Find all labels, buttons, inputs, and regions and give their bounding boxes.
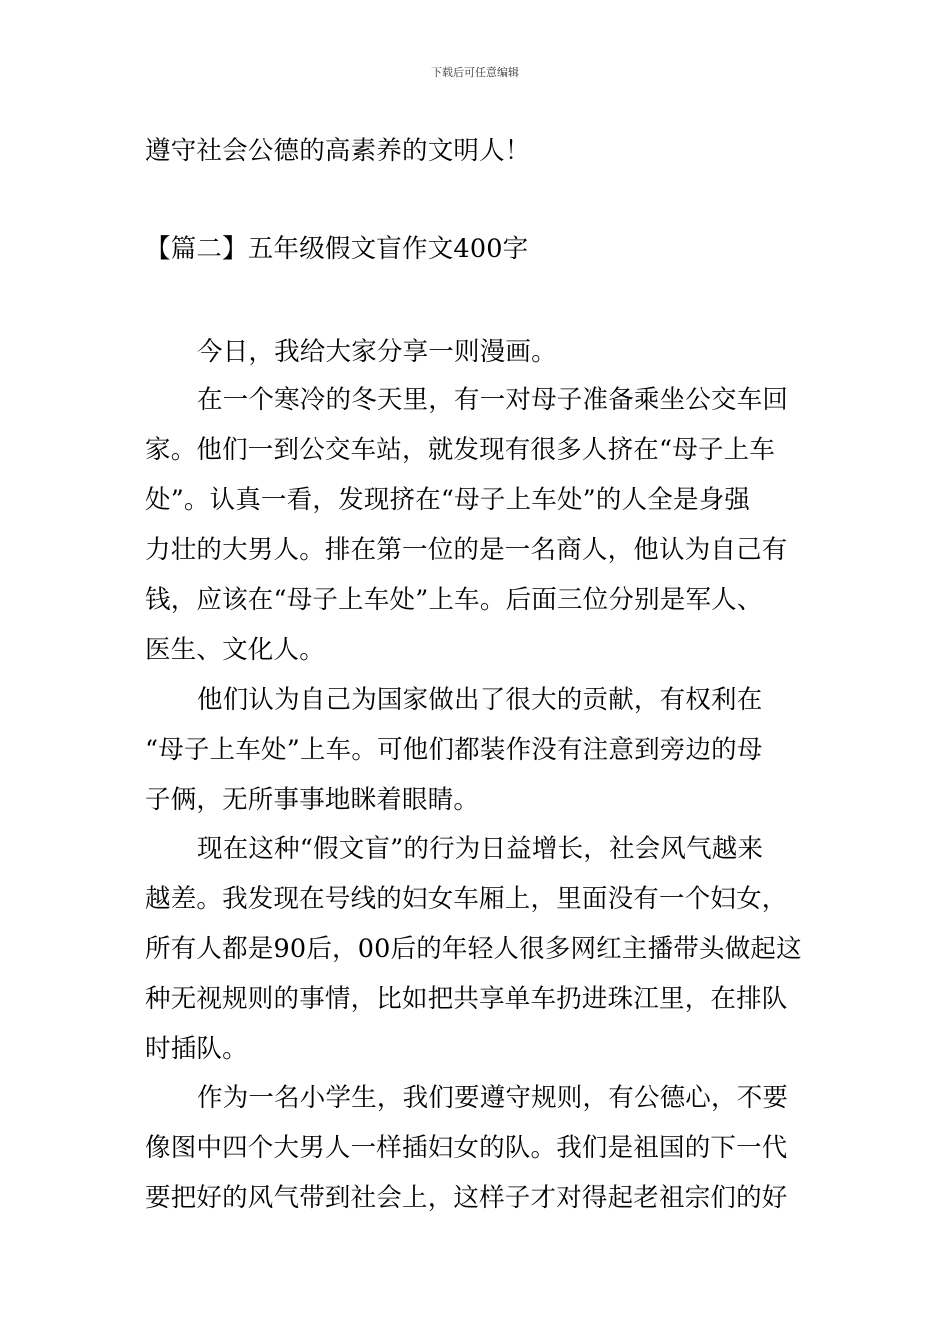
paragraph-line: “母子上车处”上车。可他们都装作没有注意到旁边的母 bbox=[145, 735, 763, 765]
section-title: 【篇二】五年级假文盲作文400字 bbox=[145, 234, 529, 264]
page-header: 下载后可任意编辑 bbox=[431, 66, 519, 79]
paragraph-line: 种无视规则的事情，比如把共享单车扔进珠江里，在排队 bbox=[145, 984, 788, 1014]
paragraph-line: 现在这种“假文盲”的行为日益增长，社会风气越来 bbox=[197, 834, 764, 864]
paragraph-line: 医生、文化人。 bbox=[145, 635, 325, 665]
paragraph-line: 钱，应该在“母子上车处”上车。后面三位分别是军人、 bbox=[145, 585, 763, 615]
paragraph-line: 处”。认真一看，发现挤在“母子上车处”的人全是身强 bbox=[145, 485, 751, 515]
paragraph-line: 所有人都是90后，00后的年轻人很多网红主播带头做起这 bbox=[145, 934, 802, 964]
paragraph-line: 今日，我给大家分享一则漫画。 bbox=[197, 337, 557, 367]
paragraph-line: 他们认为自己为国家做出了很大的贡献，有权利在 bbox=[197, 685, 763, 715]
paragraph-line: 像图中四个大男人一样插妇女的队。我们是祖国的下一代 bbox=[145, 1133, 788, 1163]
paragraph-line: 子俩，无所事事地眯着眼睛。 bbox=[145, 785, 480, 815]
paragraph-line: 时插队。 bbox=[145, 1034, 248, 1064]
paragraph-line: 作为一名小学生，我们要遵守规则，有公德心，不要 bbox=[197, 1083, 789, 1113]
paragraph-line: 力壮的大男人。排在第一位的是一名商人，他认为自己有 bbox=[145, 535, 788, 565]
paragraph-line: 家。他们一到公交车站，就发现有很多人挤在“母子上车 bbox=[145, 435, 776, 465]
paragraph-line: 要把好的风气带到社会上，这样子才对得起老祖宗们的好 bbox=[145, 1183, 788, 1213]
paragraph-line: 在一个寒冷的冬天里，有一对母子准备乘坐公交车回 bbox=[197, 385, 789, 415]
paragraph-line: 越差。我发现在号线的妇女车厢上，里面没有一个妇女， bbox=[145, 884, 788, 914]
closing-line: 遵守社会公德的高素养的文明人！ bbox=[145, 136, 531, 166]
